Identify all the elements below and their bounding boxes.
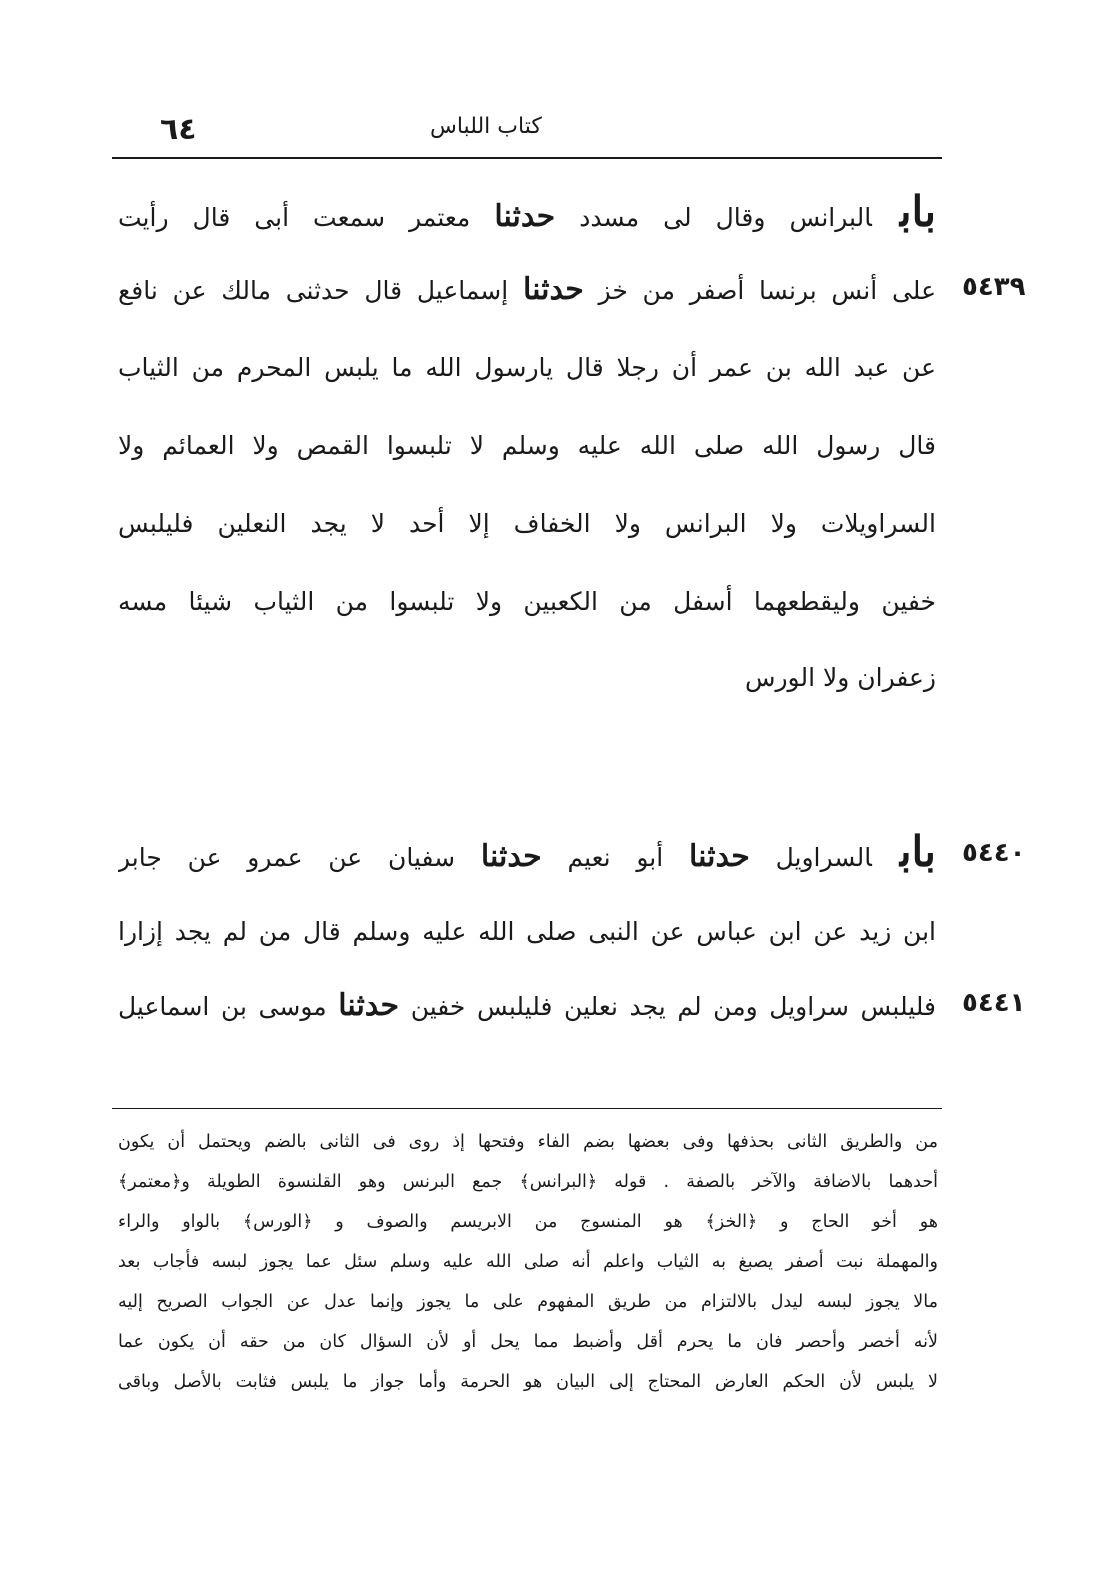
text-line bbox=[118, 572, 936, 632]
footnote-line: أحدهما بالاضافة والآخر بالصفة . قوله ﴿البرانس﴾ جمع البرنس وهو القلنسوة الطويلة و﴿معتمر﴾ bbox=[118, 1172, 938, 1192]
line-text: السراويلات ولا البرانس ولا الخفاف إلا أحد لا يجد النعلين فليلبس bbox=[118, 509, 936, 538]
footnote-line: هو أخو الحاج و ﴿الخز﴾ هو المنسوج من الابريسم والصوف و ﴿الورس﴾ بالواو والراء bbox=[118, 1212, 938, 1232]
hadith-number: ٥٤٣٩ bbox=[962, 272, 1026, 302]
text-line bbox=[118, 976, 936, 1036]
footnote-line: والمهملة نبت أصفر يصبغ به الثياب واعلم أنه صلى الله عليه وسلم سئل عما يجوز لبسه فأجاب بعد bbox=[118, 1252, 938, 1272]
text-line bbox=[118, 902, 936, 962]
text-line bbox=[118, 416, 936, 476]
line-text: السراويل حدثنا أبو نعيم حدثنا سفيان عن عمرو عن جابر bbox=[118, 839, 872, 874]
hadith-number: ٥٤٤١ bbox=[962, 988, 1026, 1018]
line-text: فليلبس سراويل ومن لم يجد نعلين فليلبس خفين حدثنا موسى بن اسماعيل bbox=[118, 988, 936, 1023]
page-header bbox=[110, 112, 940, 152]
line-text: زعفران ولا الورس bbox=[744, 663, 936, 692]
chapter-marker: باب bbox=[899, 827, 936, 876]
text-line bbox=[118, 494, 936, 554]
line-text: البرانس وقال لى مسدد حدثنا معتمر سمعت أبى قال رأيت bbox=[118, 199, 872, 234]
narration-keyword: حدثنا bbox=[480, 839, 542, 874]
header-rule bbox=[112, 157, 942, 159]
line-text: ابن زيد عن ابن عباس عن النبى صلى الله عليه وسلم قال من لم يجد إزارا bbox=[118, 917, 936, 946]
footnote-line: مالا يجوز لبسه ليدل بالالتزام من طريق المفهوم على ما يجوز وإنما عدل عن الجواب الصريح إليه bbox=[118, 1292, 938, 1312]
narration-keyword: حدثنا bbox=[338, 988, 400, 1023]
text-line bbox=[118, 338, 936, 398]
footnote-line: لا يلبس لأن الحكم العارض المحتاج إلى البيان هو الحرمة وأما جواز ما يلبس فثابت بالأصل وباقى bbox=[118, 1372, 938, 1392]
line-text: على أنس برنسا أصفر من خز حدثنا إسماعيل قال حدثنى مالك عن نافع bbox=[118, 272, 936, 307]
chapter-marker: باب bbox=[899, 187, 936, 236]
footnote-line: لأنه أخصر وأحصر فان ما يحرم أقل وأضبط مما يحل أو لأن السؤال كان من حقه أن يكون عما bbox=[118, 1332, 938, 1352]
line-text: قال رسول الله صلى الله عليه وسلم لا تلبسوا القمص ولا العمائم ولا bbox=[118, 431, 936, 460]
footnote-rule bbox=[112, 1108, 942, 1109]
narration-keyword: حدثنا bbox=[688, 839, 750, 874]
narration-keyword: حدثنا bbox=[522, 272, 584, 307]
text-line bbox=[118, 822, 936, 882]
footnote-line: من والطريق الثانى بحذفها وفى بعضها بضم الفاء وفتحها إذ روى فى الثانى بالضم ويحتمل أن يكون bbox=[118, 1132, 938, 1152]
page-number: ٦٤ bbox=[160, 112, 197, 147]
chapter-title: كتاب اللباس bbox=[430, 114, 542, 139]
narration-keyword: حدثنا bbox=[494, 199, 556, 234]
text-line bbox=[118, 260, 936, 320]
line-text: عن عبد الله بن عمر أن رجلا قال يارسول الله ما يلبس المحرم من الثياب bbox=[118, 353, 936, 382]
line-text: خفين وليقطعهما أسفل من الكعبين ولا تلبسوا من الثياب شيئا مسه bbox=[118, 587, 936, 616]
hadith-number: ٥٤٤٠ bbox=[962, 838, 1026, 868]
text-line bbox=[118, 648, 936, 708]
text-line bbox=[118, 182, 936, 242]
